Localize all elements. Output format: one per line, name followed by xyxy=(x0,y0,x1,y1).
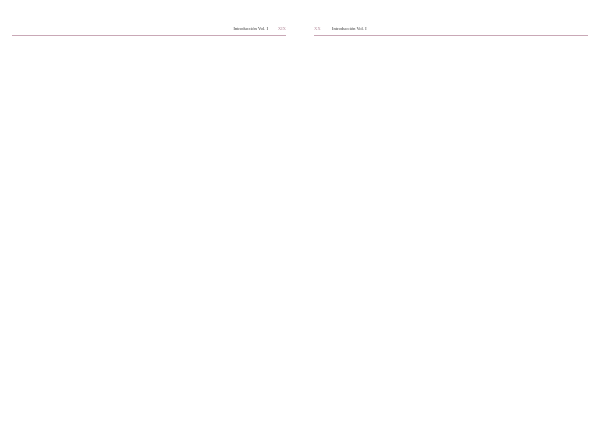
text-line xyxy=(338,72,578,80)
text-line xyxy=(338,204,578,212)
text-line xyxy=(338,278,578,286)
header-rule xyxy=(12,35,286,36)
text-line xyxy=(40,405,278,413)
running-head-title: Introducción Vol. I xyxy=(332,26,367,31)
text-line xyxy=(40,374,278,382)
text-line xyxy=(338,61,578,69)
text-line xyxy=(338,355,578,363)
text-line xyxy=(40,262,278,270)
text-line xyxy=(40,216,278,224)
text-line xyxy=(40,355,278,363)
text-line xyxy=(338,371,578,379)
text-line xyxy=(338,382,578,390)
text-line xyxy=(40,340,278,348)
text-line xyxy=(40,278,278,286)
text-line xyxy=(338,347,578,355)
text-line xyxy=(40,390,278,398)
text-line xyxy=(40,413,278,421)
text-line xyxy=(40,270,278,278)
text-line xyxy=(338,111,578,119)
text-line xyxy=(40,223,278,231)
text-line xyxy=(338,134,578,142)
text-line xyxy=(40,254,278,262)
text-line xyxy=(40,157,278,165)
text-line xyxy=(338,316,578,324)
text-line xyxy=(40,119,278,127)
text-line xyxy=(338,405,578,413)
text-line xyxy=(40,293,278,301)
text-line xyxy=(338,239,578,247)
text-line xyxy=(338,196,578,204)
text-line xyxy=(40,142,278,150)
text-line xyxy=(40,88,278,96)
text-line xyxy=(338,188,578,196)
text-line xyxy=(338,165,578,173)
text-line xyxy=(338,219,578,227)
text-line xyxy=(40,247,278,255)
running-head xyxy=(314,25,588,33)
text-line xyxy=(40,239,278,247)
text-line xyxy=(40,382,278,390)
text-line xyxy=(338,212,578,220)
text-line xyxy=(338,390,578,398)
text-line xyxy=(40,231,278,239)
text-line xyxy=(338,173,578,181)
text-line xyxy=(338,332,578,340)
body-text xyxy=(338,45,578,430)
text-line xyxy=(338,340,578,348)
text-line xyxy=(40,332,278,340)
text-line xyxy=(40,316,278,324)
text-line xyxy=(40,134,278,142)
text-line xyxy=(40,64,278,72)
page-number: XX xyxy=(314,26,321,31)
text-line xyxy=(338,88,578,96)
text-line xyxy=(338,293,578,301)
text-line xyxy=(338,324,578,332)
text-line xyxy=(338,413,578,421)
text-line xyxy=(40,165,278,173)
text-line xyxy=(40,301,278,309)
text-line xyxy=(338,150,578,158)
text-line xyxy=(338,363,578,371)
text-line xyxy=(338,247,578,255)
text-line xyxy=(338,53,578,61)
text-line xyxy=(40,111,278,119)
text-line xyxy=(40,421,278,429)
text-line xyxy=(40,103,278,111)
text-line xyxy=(338,95,578,103)
text-line xyxy=(338,181,578,189)
text-line xyxy=(40,45,278,53)
text-line xyxy=(40,72,278,80)
text-line xyxy=(338,157,578,165)
text-line xyxy=(338,227,578,235)
text-line xyxy=(338,103,578,111)
header-rule xyxy=(314,35,588,36)
text-line xyxy=(338,301,578,309)
body-text xyxy=(40,45,278,430)
text-line xyxy=(40,53,278,61)
text-line xyxy=(40,126,278,134)
right-page xyxy=(300,0,600,440)
text-line xyxy=(40,173,278,181)
text-line xyxy=(338,270,578,278)
text-line xyxy=(338,80,578,88)
text-line xyxy=(40,363,278,371)
text-line xyxy=(338,421,578,429)
text-line xyxy=(40,150,278,158)
text-line xyxy=(338,119,578,127)
text-line xyxy=(40,347,278,355)
text-line xyxy=(40,80,278,88)
text-line xyxy=(40,196,278,204)
text-line xyxy=(338,262,578,270)
text-line xyxy=(338,254,578,262)
text-line xyxy=(40,398,278,406)
text-line xyxy=(338,398,578,406)
text-line xyxy=(40,309,278,317)
text-line xyxy=(40,324,278,332)
text-line xyxy=(40,285,278,293)
text-line xyxy=(338,126,578,134)
text-line xyxy=(40,188,278,196)
text-line xyxy=(338,45,578,53)
text-line xyxy=(40,204,278,212)
text-line xyxy=(40,181,278,189)
page-number: XIX xyxy=(277,26,286,31)
text-line xyxy=(338,142,578,150)
text-line xyxy=(338,309,578,317)
text-line xyxy=(338,285,578,293)
text-line xyxy=(40,95,278,103)
running-head-title: Introducción Vol. I xyxy=(233,26,268,31)
running-head xyxy=(12,25,286,33)
